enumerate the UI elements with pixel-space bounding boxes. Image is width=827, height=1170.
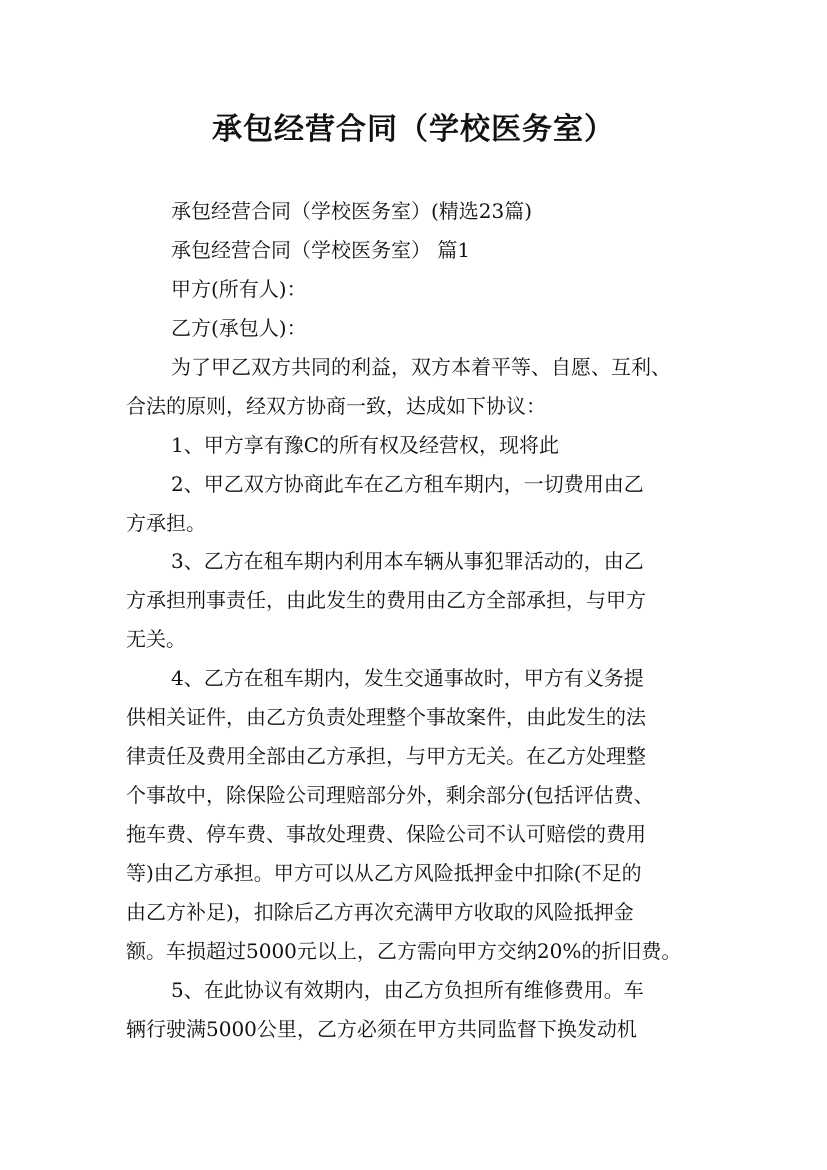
party-b-line: 乙方(承包人)： xyxy=(171,316,307,340)
clause-5-line: 辆行驶满5000公里，乙方必须在甲方共同监督下换发动机 xyxy=(126,1017,637,1041)
clause-4-line: 4、乙方在租车期内，发生交通事故时，甲方有义务提 xyxy=(171,666,644,690)
clause-4-line: 由乙方补足)，扣除后乙方再次充满甲方收取的风险抵押金 xyxy=(126,900,634,924)
clause-3-line: 3、乙方在租车期内利用本车辆从事犯罪活动的，由乙 xyxy=(171,549,644,573)
clause-4-line: 个事故中，除保险公司理赔部分外，剩余部分(包括评估费、 xyxy=(126,783,654,807)
clause-2-line: 2、甲乙双方协商此车在乙方租车期内，一切费用由乙 xyxy=(171,472,644,496)
clause-4-line: 拖车费、停车费、事故处理费、保险公司不认可赔偿的费用 xyxy=(126,822,646,846)
document-title: 承包经营合同（学校医务室） xyxy=(212,112,615,147)
clause-3-line: 方承担刑事责任，由此发生的费用由乙方全部承担，与甲方 xyxy=(126,588,646,612)
clause-3-line: 无关。 xyxy=(126,627,186,651)
clause-4-line: 等)由乙方承担。甲方可以从乙方风险抵押金中扣除(不足的 xyxy=(126,861,642,885)
subtitle-line: 承包经营合同（学校医务室）(精选23篇) xyxy=(171,199,533,223)
clause-4-line: 律责任及费用全部由乙方承担，与甲方无关。在乙方处理整 xyxy=(126,744,646,768)
clause-4-line: 供相关证件，由乙方负责处理整个事故案件，由此发生的法 xyxy=(126,705,646,729)
party-a-line: 甲方(所有人)： xyxy=(171,277,307,301)
clause-4-line: 额。车损超过5000元以上，乙方需向甲方交纳20%的折旧费。 xyxy=(126,939,682,963)
section-heading: 承包经营合同（学校医务室） 篇1 xyxy=(171,238,471,262)
clause-5-line: 5、在此协议有效期内，由乙方负担所有维修费用。车 xyxy=(171,978,644,1002)
paragraph-line: 合法的原则，经双方协商一致，达成如下协议： xyxy=(126,394,546,418)
paragraph-line: 为了甲乙双方共同的利益，双方本着平等、自愿、互利、 xyxy=(171,355,671,379)
clause-1-line: 1、甲方享有豫C的所有权及经营权，现将此 xyxy=(171,433,560,457)
clause-2-line: 方承担。 xyxy=(126,511,206,535)
